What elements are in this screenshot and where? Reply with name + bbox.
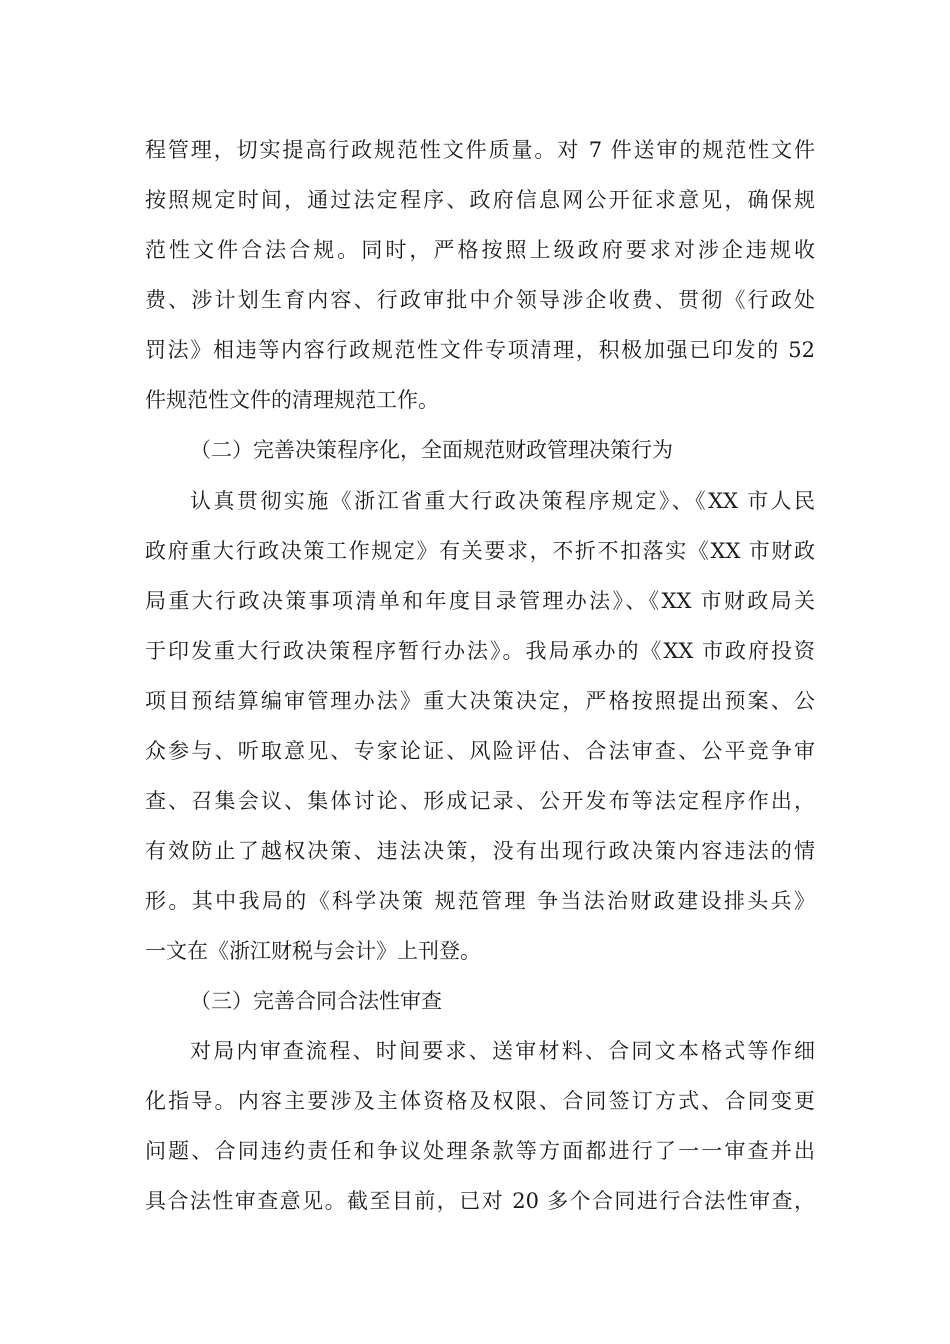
body-line-13: 众参与、听取意见、专家论证、风险评估、合法审查、公平竞争审	[145, 739, 815, 763]
body-line-14: 查、召集会议、集体讨论、形成记录、公开发布等法定程序作出，	[145, 789, 815, 813]
body-line-21: 问题、合同违约责任和争议处理条款等方面都进行了一一审查并出	[145, 1139, 815, 1163]
body-line-6: 件规范性文件的清理规范工作。	[145, 388, 439, 412]
body-line-19: 对局内审查流程、时间要求、送审材料、合同文本格式等作细	[190, 1039, 815, 1063]
body-line-8: 认真贯彻实施《浙江省重大行政决策程序规定》、《XX 市人民	[190, 489, 815, 513]
body-line-4: 费、涉计划生育内容、行政审批中介领导涉企收费、贯彻《行政处	[145, 288, 815, 312]
body-line-16: 形。其中我局的《科学决策 规范管理 争当法治财政建设排头兵》	[145, 889, 815, 913]
body-line-20: 化指导。内容主要涉及主体资格及权限、合同签订方式、合同变更	[145, 1089, 815, 1113]
body-line-11: 于印发重大行政决策程序暂行办法》。我局承办的《XX 市政府投资	[145, 639, 815, 663]
body-line-9: 政府重大行政决策工作规定》有关要求，不折不扣落实《XX 市财政	[145, 539, 815, 563]
body-line-1: 程管理，切实提高行政规范性文件质量。对 7 件送审的规范性文件	[145, 138, 815, 162]
body-line-10: 局重大行政决策事项清单和年度目录管理办法》、《XX 市财政局关	[145, 589, 815, 613]
body-line-3: 范性文件合法合规。同时，严格按照上级政府要求对涉企违规收	[145, 238, 815, 262]
body-line-17: 一文在《浙江财税与会计》上刊登。	[145, 939, 481, 963]
body-line-5: 罚法》相违等内容行政规范性文件专项清理，积极加强已印发的 52	[145, 338, 815, 362]
body-line-2: 按照规定时间，通过法定程序、政府信息网公开征求意见，确保规	[145, 188, 815, 212]
body-line-15: 有效防止了越权决策、违法决策，没有出现行政决策内容违法的情	[145, 839, 815, 863]
section-heading-2: （二）完善决策程序化，全面规范财政管理决策行为	[190, 438, 673, 462]
body-line-12: 项目预结算编审管理办法》重大决策决定，严格按照提出预案、公	[145, 689, 815, 713]
section-heading-3: （三）完善合同合法性审查	[190, 989, 442, 1013]
body-line-22: 具合法性审查意见。截至目前，已对 20 多个合同进行合法性审查，	[145, 1189, 815, 1213]
